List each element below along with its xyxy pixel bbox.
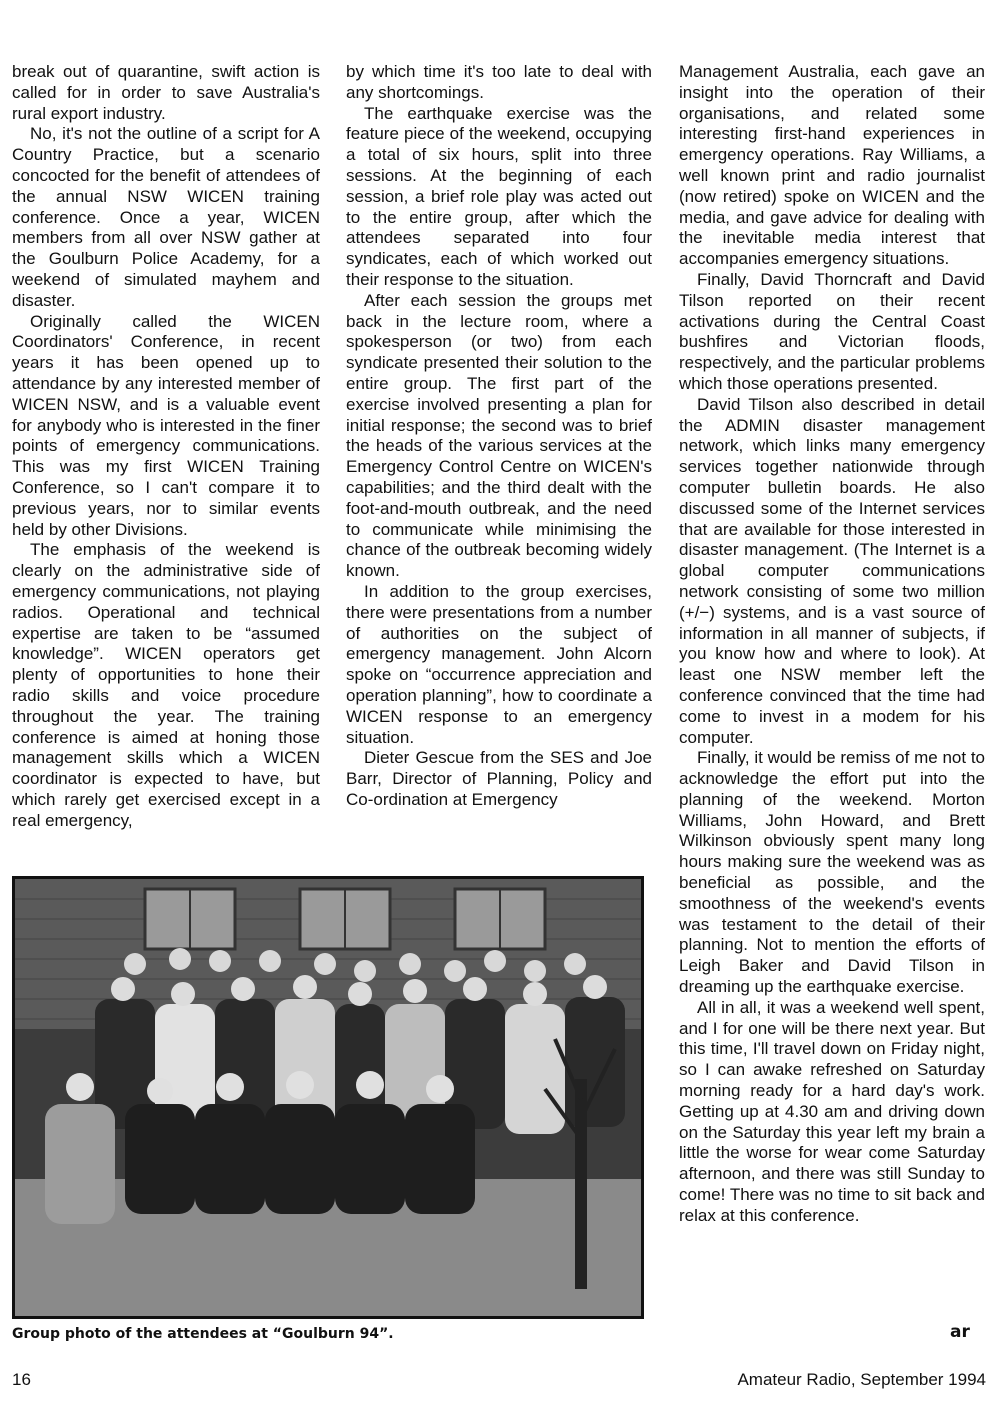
paragraph: In addition to the group exercises, there were presentations from a number of authorities on the subject of emergency management. John Alcorn spoke on “occurrence appreciation and operation planning”, how to coordinate a WICEN response to an emergency situation. [346, 581, 652, 747]
page-number: 16 [12, 1370, 31, 1389]
paragraph: Management Australia, each gave an insight into the operation of their organisations, and related some interesting first-hand experiences in emergency operations. Ray Williams, a well known print and radio journalist (now retired) spoke on WICEN and the media, and gave advice for dealing with the inevitable media interest that accompanies emergency situations. [679, 62, 985, 269]
end-mark: ar [950, 1322, 970, 1342]
paragraph: After each session the groups met back in the lecture room, where a spokesperson (or two) from each syndicate presented their solution to the entire group. The first part of the exercise involved presenting a plan for initial response; the second was to brief the heads of the various services at the Emergency Control Centre on WICEN's capabilities; and the third dealt with the foot-and-mouth outbreak, and the need to communicate while minimising the chance of the outbreak becoming widely known. [346, 290, 652, 581]
paragraph: The emphasis of the weekend is clearly on the administrative side of emergency communications, not playing radios. Operational and technical expertise are taken to be “assumed knowledge”. WICEN operators get plenty of opportunities to hone their radio skills and voice procedure throughout the year. The training conference is aimed at honing those management skills which a WICEN coordinator is expected to have, but which rarely get exercised except in a real emergency, [12, 540, 320, 830]
paragraph: Dieter Gescue from the SES and Joe Barr, Director of Planning, Policy and Co-ordination at Emergency [346, 748, 652, 809]
article-column-1 [12, 62, 320, 831]
paragraph: Finally, it would be remiss of me not to acknowledge the effort put into the planning of the weekend. Morton Williams, John Howard, and Brett Wilkinson obviously spent many long hours making sure the weekend was as beneficial as possible, and the smoothness of the weekend's events was testament to the detail of their planning. Not to mention the efforts of Leigh Baker and David Tilson in dreaming up the earthquake exercise. [679, 748, 985, 997]
paragraph: All in all, it was a weekend well spent, and I for one will be there next year. But this time, I'll travel down on Friday night, so I can awake refreshed on Saturday morning ready for a hard day's work. Getting up at 4.30 am and driving down on the Saturday this year left my brain a little the worse for wear come Saturday afternoon, and there was still Sunday to come! There was no time to sit back and relax at this conference. [679, 997, 985, 1225]
photo-caption: Group photo of the attendees at “Goulburn 94”. [12, 1326, 394, 1342]
article-column-3 [679, 62, 985, 1227]
paragraph: The earthquake exercise was the feature piece of the weekend, occupying a total of six hours, split into three sessions. At the beginning of each session, a brief role play was acted out to the entire group, after which the attendees separated into four syndicates, each of which worked out their response to the situation. [346, 103, 652, 289]
page-footer [12, 1370, 986, 1390]
paragraph: David Tilson also described in detail the ADMIN disaster management network, which links many emergency services together nationwide through computer bulletin boards. He also discussed some of the Internet services that are available for those interested in disaster management. (The Internet is a global computer communications network consisting of some two million (+/−) systems, and is a vast source of information in all manner of subjects, if you know how and where to look). At least one NSW member left the conference convinced that the time had come to invest in a modem for his computer. [679, 394, 985, 747]
publication-info: Amateur Radio, September 1994 [737, 1370, 986, 1389]
paragraph: break out of quarantine, swift action is called for in order to save Australia's rural export industry. [12, 62, 320, 123]
paragraph: by which time it's too late to deal with any shortcomings. [346, 62, 652, 102]
article-column-2 [346, 62, 652, 811]
group-photo [12, 876, 644, 1319]
group-photo-image [15, 879, 641, 1316]
paragraph: Finally, David Thorncraft and David Tilson reported on their recent activations during the Central Coast bushfires and Victorian floods, respectively, and the particular problems which those operations presented. [679, 269, 985, 393]
paragraph: No, it's not the outline of a script for A Country Practice, but a scenario concocted for the benefit of attendees of the annual NSW WICEN training conference. Once a year, WICEN members from all over NSW gather at the Goulburn Police Academy, for a weekend of simulated mayhem and disaster. [12, 124, 320, 310]
paragraph: Originally called the WICEN Coordinators' Conference, in recent years it has been opened up to attendance by any interested member of WICEN NSW, and is a valuable event for anybody who is interested in the finer points of emergency communications. This was my first WICEN Training Conference, so I can't compare it to previous years, nor to similar events held by other Divisions. [12, 311, 320, 539]
